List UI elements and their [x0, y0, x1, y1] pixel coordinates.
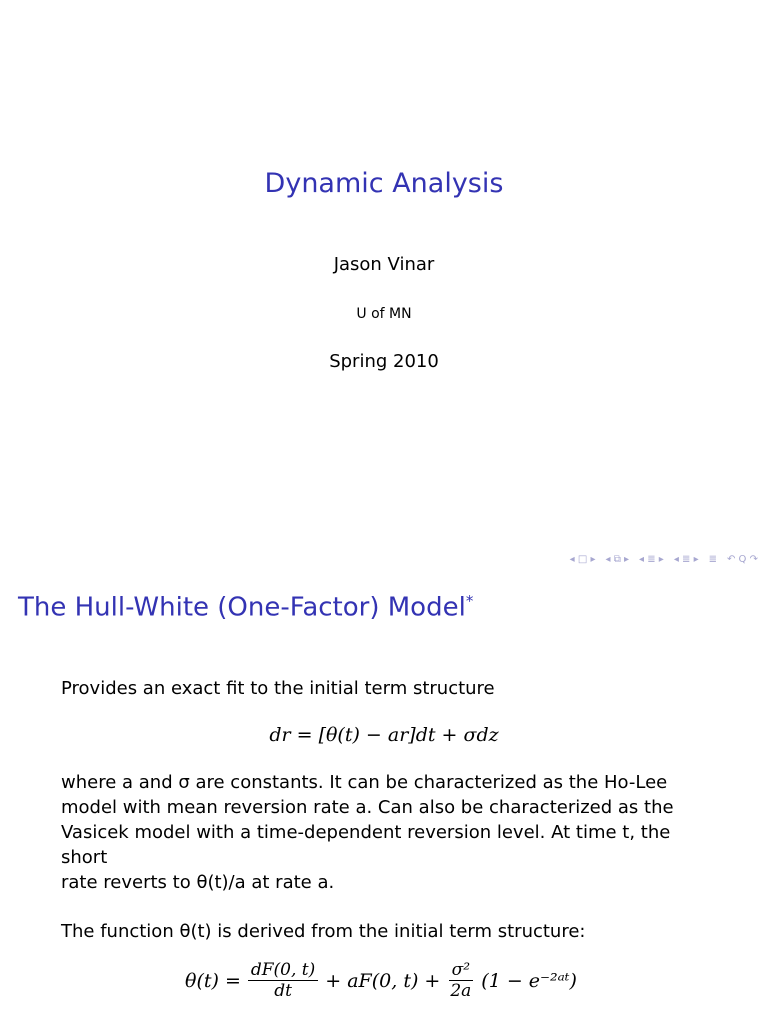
frame-title: [18, 592, 473, 623]
subsection-list-nav-icon[interactable]: ◂ ≣ ▸: [673, 554, 699, 565]
eq2-frac2-numerator: σ²: [449, 960, 473, 981]
intro-text: Provides an exact fit to the initial term structure: [61, 678, 495, 699]
title-footnote-mark: *: [465, 592, 474, 610]
eq2-lhs: θ(t) =: [185, 969, 241, 992]
eq2-frac1-numerator: dF(0, t): [248, 960, 318, 981]
description-line: where a and σ are constants. It can be characterized as the Ho-Lee: [61, 772, 668, 793]
frame-nav-icon[interactable]: ◂ □ ▸: [569, 554, 596, 565]
eq2-frac1-denominator: dt: [274, 981, 292, 1001]
theta-equation: [185, 960, 577, 1001]
institution: U of MN: [356, 306, 412, 322]
eq2-tail-term: (1 − e⁻²ᵃᵗ): [481, 969, 577, 992]
eq2-middle-term: + aF(0, t) +: [325, 969, 441, 992]
search-nav-icon[interactable]: ↶ Q ↷: [727, 554, 758, 565]
description-line: model with mean reversion rate a. Can also be characterized as the: [61, 797, 674, 818]
frame-title-text: The Hull-White (One-Factor) Model: [18, 592, 466, 623]
eq2-derivative-fraction: [248, 960, 318, 1001]
description-line: rate reverts to θ(t)/a at rate a.: [61, 872, 335, 893]
eq2-variance-fraction: [447, 960, 474, 1001]
description-paragraph: [61, 770, 721, 895]
section-nav-icon[interactable]: ◂ ≣ ▸: [639, 554, 664, 565]
hull-white-sde-equation: dr = [θ(t) − ar]dt + σdz: [269, 724, 499, 746]
presentation-title: Dynamic Analysis: [264, 168, 504, 199]
presentation-date: Spring 2010: [329, 351, 439, 372]
beamer-navigation-bar: [570, 554, 758, 565]
author-name: Jason Vinar: [333, 254, 435, 275]
toc-nav-icon[interactable]: ≣: [708, 554, 717, 565]
hull-white-slide: [0, 576, 768, 1024]
description-line: Vasicek model with a time-dependent reversion level. At time t, the short: [61, 822, 671, 868]
theta-intro-text: The function θ(t) is derived from the initial term structure:: [61, 921, 586, 942]
eq2-frac2-denominator: 2a: [450, 981, 472, 1001]
subsection-nav-icon[interactable]: ◂ ⧉ ▸: [605, 554, 630, 565]
